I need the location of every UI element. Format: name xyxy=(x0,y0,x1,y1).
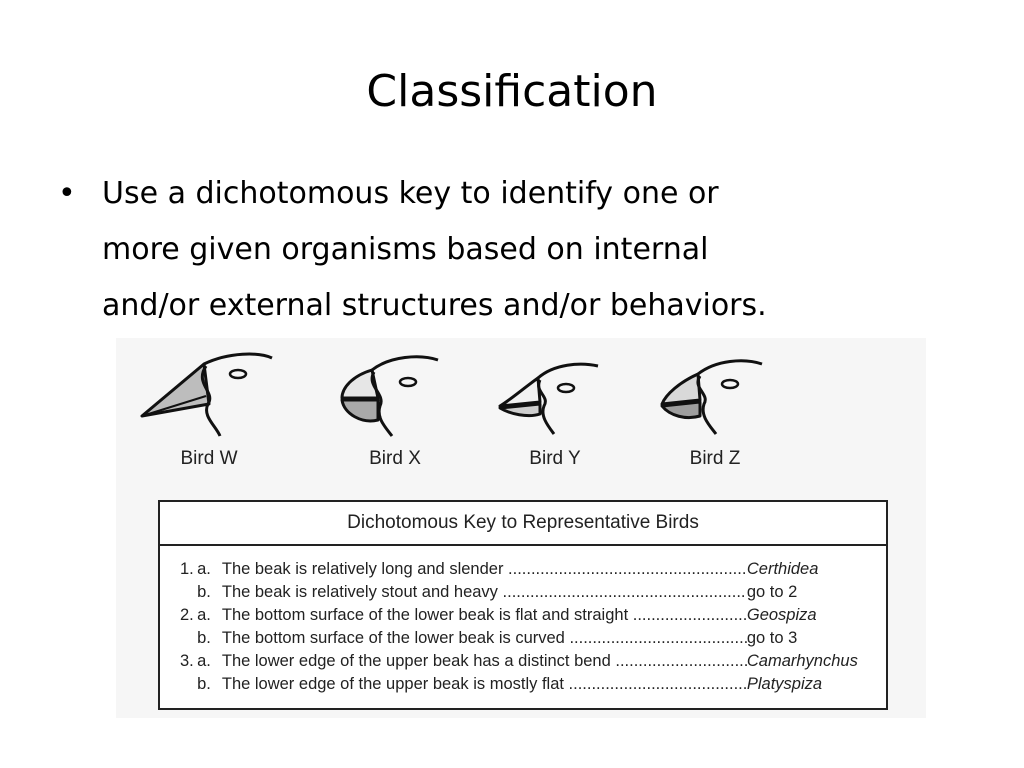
key-letter: b. xyxy=(197,629,211,647)
key-statement: The bottom surface of the lower beak is flat and straight ..... xyxy=(222,604,747,627)
key-result: Camarhynchus xyxy=(746,652,858,670)
key-result: go to 2 xyxy=(746,583,798,601)
key-statement: The lower edge of the upper beak is mostly flat ..... xyxy=(222,673,747,696)
bird-x-head-icon xyxy=(320,344,470,444)
key-number: 2. xyxy=(180,606,194,624)
key-letter: b. xyxy=(197,675,211,693)
bird-z-head-icon xyxy=(640,344,790,444)
bird-z xyxy=(640,338,790,478)
key-number: 1. xyxy=(180,560,194,578)
key-result: Geospiza xyxy=(746,606,817,624)
key-statement: The beak is relatively long and slender ..... xyxy=(222,558,747,581)
bird-y xyxy=(480,338,630,478)
key-letter: a. xyxy=(197,652,211,670)
key-result: Certhidea xyxy=(746,560,819,578)
bullet-text xyxy=(102,166,962,334)
key-result: go to 3 xyxy=(746,629,798,647)
bird-y-head-icon xyxy=(480,344,630,444)
key-letter: a. xyxy=(197,606,211,624)
key-row xyxy=(180,581,880,604)
key-row xyxy=(180,604,880,627)
slide-title: Classification xyxy=(366,66,658,117)
bird-w-head-icon xyxy=(134,344,284,444)
bird-figure xyxy=(116,338,926,718)
key-title: Dichotomous Key to Representative Birds xyxy=(160,502,886,546)
key-statement: The beak is relatively stout and heavy ..... xyxy=(222,581,747,604)
key-row xyxy=(180,627,880,650)
key-row xyxy=(180,673,880,696)
bird-w xyxy=(134,338,284,478)
bird-label: Bird Z xyxy=(689,448,741,469)
key-result: Platyspiza xyxy=(746,675,823,693)
key-number: 3. xyxy=(180,652,194,670)
key-statement: The lower edge of the upper beak has a distinct bend ..... xyxy=(222,650,747,673)
bullet-icon: • xyxy=(58,176,76,211)
bird-label: Bird Y xyxy=(529,448,581,469)
bird-x xyxy=(320,338,470,478)
key-row xyxy=(180,558,880,581)
dichotomous-key-table xyxy=(158,500,888,710)
key-rows xyxy=(180,558,880,696)
key-row xyxy=(180,650,880,673)
key-letter: a. xyxy=(197,560,211,578)
bullet-line: and/or external structures and/or behaviors. xyxy=(102,288,767,323)
bird-label: Bird X xyxy=(369,448,421,469)
key-statement: The bottom surface of the lower beak is curved ..... xyxy=(222,627,747,650)
key-letter: b. xyxy=(197,583,211,601)
bullet-line: Use a dichotomous key to identify one or xyxy=(102,176,719,211)
bird-label: Bird W xyxy=(180,448,238,469)
bullet-line: more given organisms based on internal xyxy=(102,232,709,267)
